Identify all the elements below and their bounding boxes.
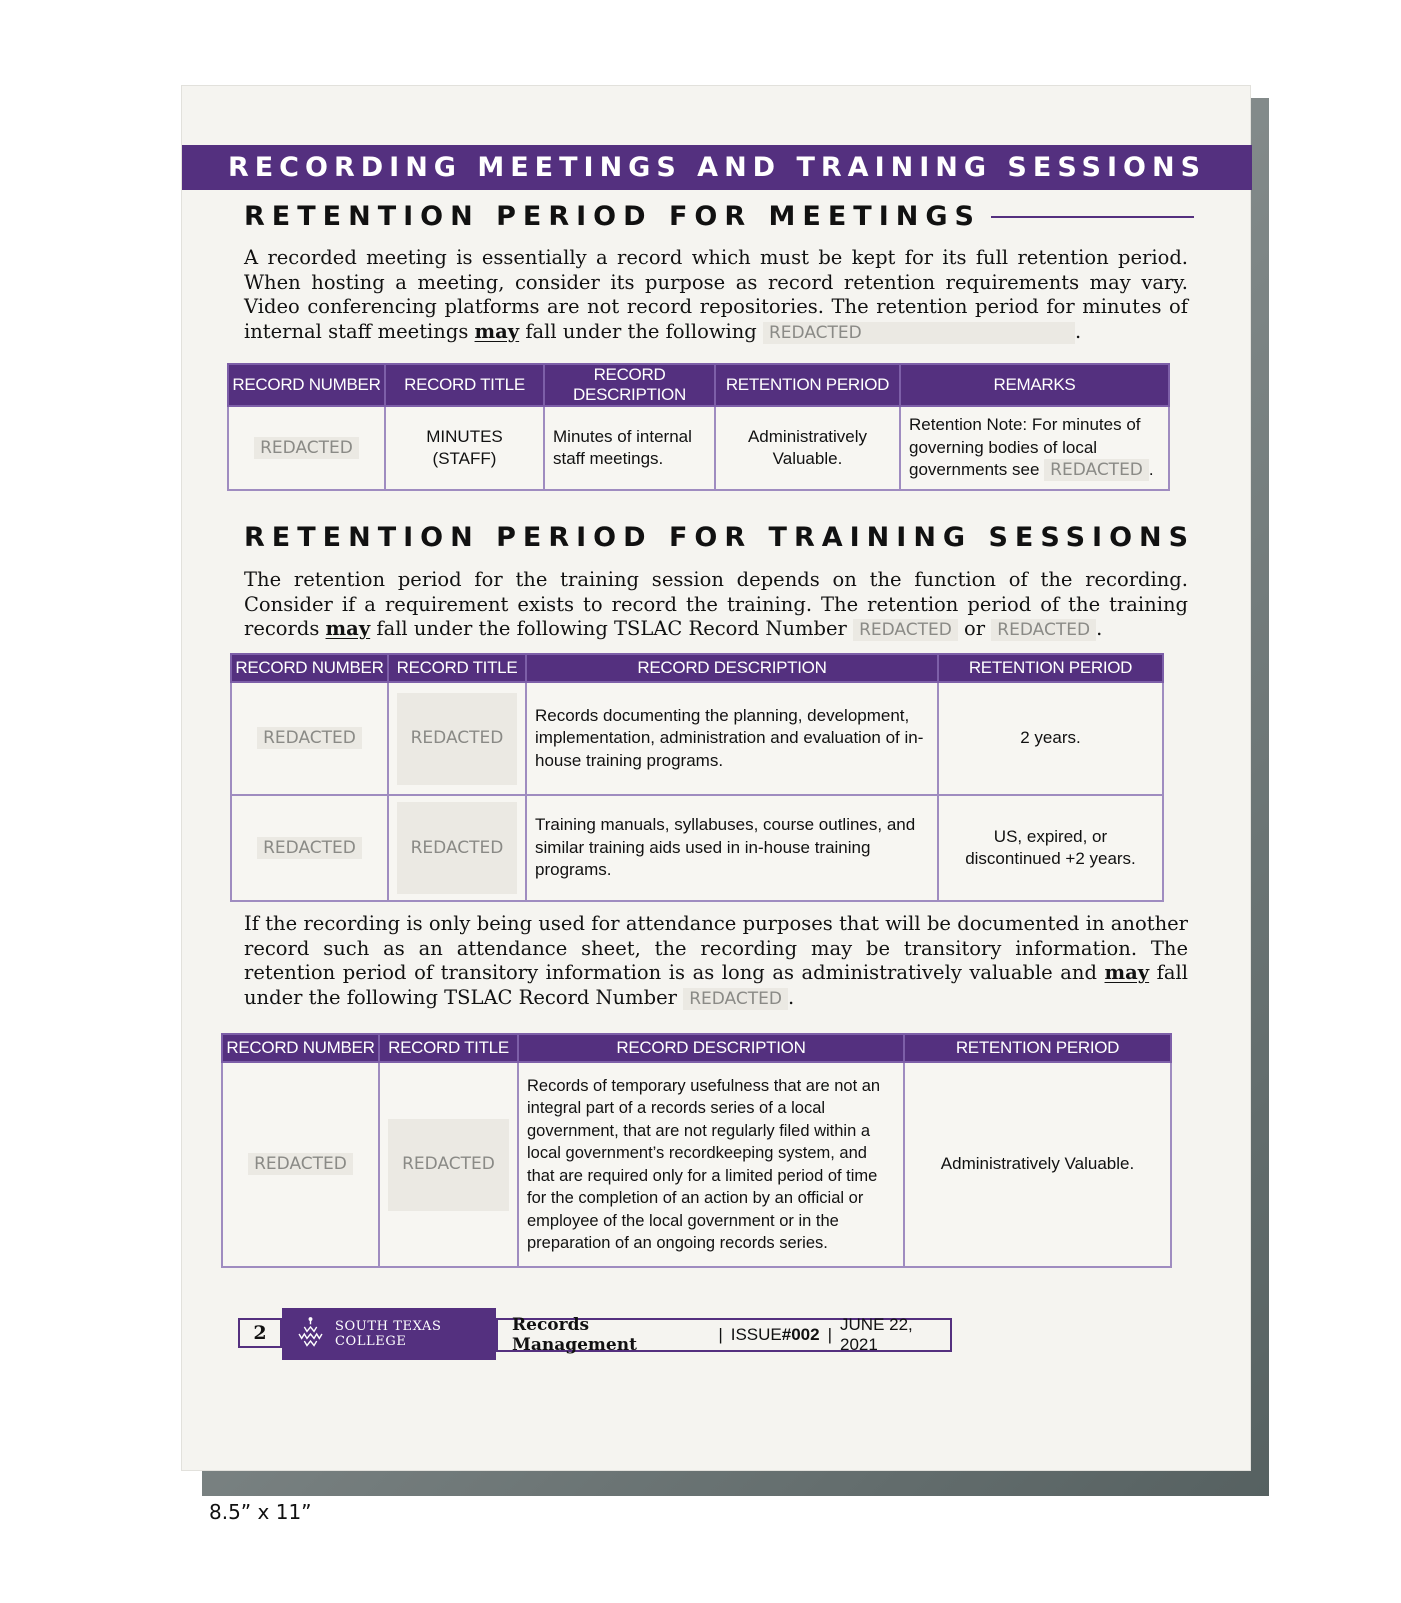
page-footer [238, 1308, 958, 1360]
cell-record-number [231, 795, 388, 901]
redacted-block: REDACTED [257, 727, 362, 749]
emphasis-may: may [474, 319, 520, 343]
period-mark: . [787, 985, 795, 1009]
training-table [230, 653, 1164, 902]
header-retention-period: RETENTION PERIOD [904, 1034, 1171, 1062]
period-mark: . [1075, 319, 1082, 343]
page-number: 2 [238, 1318, 282, 1348]
header-record-number: RECORD NUMBER [228, 364, 385, 406]
table-row [231, 682, 1163, 795]
transitory-para-text: If the recording is only being used for attendance purposes that will be documented in another record such as an attendance sheet, the recording may be transitory information. The retention period of transitory information is as long as administratively valuable and [244, 912, 1188, 984]
cell-record-number [222, 1062, 379, 1267]
meetings-para-text: A recorded meeting is essentially a record which must be kept for its full retention period. When hosting a meeting, consider its purpose as record retention requirements may vary. Video conferencing platforms are not record repositories. The retention period for minutes of internal staff meetings [244, 246, 1188, 343]
issue-label: ISSUE [730, 1325, 782, 1344]
header-remarks: REMARKS [900, 364, 1169, 406]
training-paragraph [244, 568, 1188, 642]
page-banner: RECORDING MEETINGS AND TRAINING SESSIONS [182, 145, 1252, 190]
cell-record-description: Records of temporary usefulness that are not an integral part of a records series of a local government, that are not regularly filed within a local government’s recordkeeping system, and that are required only for a limited period of time for the completion of an action by an official or employee of the local government or in the preparation of an ongoing records series. [518, 1062, 904, 1267]
meetings-heading-text: RETENTION PERIOD FOR MEETINGS [244, 201, 981, 232]
meetings-para-text-2: fall under the following [519, 319, 763, 343]
cell-record-title: MINUTES (STAFF) [385, 406, 544, 490]
header-record-description: RECORD DESCRIPTION [544, 364, 715, 406]
or-text: or [957, 617, 992, 640]
redacted-block: REDACTED [248, 1153, 353, 1175]
meetings-paragraph [244, 246, 1188, 344]
emphasis-may: may [325, 617, 371, 640]
training-para-text: The retention period for the training session depends on the function of the recording. Consider if a requirement exists to record the training. The retention period of the training records [244, 568, 1188, 640]
cell-record-description: Records documenting the planning, development, implementation, administration and evaluation of in-house training programs. [526, 682, 938, 795]
header-record-number: RECORD NUMBER [231, 654, 388, 682]
remarks-text: Retention Note: For minutes of governing bodies of local governments see [909, 415, 1141, 480]
meetings-table [227, 363, 1170, 491]
training-heading-text: RETENTION PERIOD FOR TRAINING SESSIONS [244, 522, 1196, 553]
cell-record-title [388, 795, 526, 901]
header-retention-period: RETENTION PERIOD [938, 654, 1163, 682]
redacted-block: REDACTED [397, 693, 517, 785]
issue-number: #002 [781, 1325, 820, 1344]
meetings-heading [244, 201, 1194, 232]
issue-date: JUNE 22, 2021 [840, 1315, 913, 1354]
cell-record-number [231, 682, 388, 795]
table-row [228, 406, 1169, 490]
publication-bar [496, 1315, 952, 1355]
separator: | [827, 1325, 833, 1344]
table-header-row [222, 1034, 1171, 1062]
transitory-paragraph [244, 912, 1188, 1010]
redacted-block: REDACTED [683, 988, 788, 1010]
emphasis-may: may [1104, 961, 1150, 984]
redacted-block: REDACTED [1044, 459, 1149, 481]
publication-title: Records Management [512, 1315, 637, 1355]
header-record-title: RECORD TITLE [379, 1034, 518, 1062]
header-record-number: RECORD NUMBER [222, 1034, 379, 1062]
header-retention-period: RETENTION PERIOD [715, 364, 900, 406]
redacted-block: REDACTED [763, 322, 1075, 344]
cell-retention-period: 2 years. [938, 682, 1163, 795]
table-header-row [231, 654, 1163, 682]
cell-record-number [228, 406, 385, 490]
college-logo [282, 1308, 496, 1360]
cell-record-description: Training manuals, syllabuses, course outlines, and similar training aids used in in-house training programs. [526, 795, 938, 901]
heading-rule [991, 216, 1194, 218]
document-page [181, 85, 1251, 1471]
redacted-block: REDACTED [397, 802, 517, 894]
cell-record-title [379, 1062, 518, 1267]
cell-retention-period: Administratively Valuable. [904, 1062, 1171, 1267]
cell-record-title [388, 682, 526, 795]
page-size-label: 8.5” x 11” [209, 1500, 312, 1524]
transitory-table [221, 1033, 1172, 1268]
cell-retention-period: Administratively Valuable. [715, 406, 900, 490]
period-mark: . [1148, 460, 1154, 480]
table-row [222, 1062, 1171, 1267]
cell-retention-period: US, expired, or discontinued +2 years. [938, 795, 1163, 901]
cell-remarks [900, 406, 1169, 490]
header-record-description: RECORD DESCRIPTION [518, 1034, 904, 1062]
cell-record-description: Minutes of internal staff meetings. [544, 406, 715, 490]
college-emblem-icon [292, 1314, 329, 1354]
period-mark: . [1096, 617, 1103, 640]
training-para-text-2: fall under the following TSLAC Record Number [370, 617, 854, 640]
header-record-title: RECORD TITLE [388, 654, 526, 682]
redacted-block: REDACTED [853, 619, 958, 641]
table-header-row [228, 364, 1169, 406]
training-heading [244, 522, 1194, 553]
separator: | [718, 1325, 723, 1344]
table-row [231, 795, 1163, 901]
redacted-block: REDACTED [257, 837, 362, 859]
logo-text: SOUTH TEXAS COLLEGE [335, 1319, 442, 1349]
redacted-block: REDACTED [991, 619, 1096, 641]
transitory-para-text-2: fall under the following TSLAC Record Number [244, 961, 1188, 1009]
header-record-description: RECORD DESCRIPTION [526, 654, 938, 682]
header-record-title: RECORD TITLE [385, 364, 544, 406]
redacted-block: REDACTED [388, 1119, 509, 1211]
redacted-block: REDACTED [254, 437, 359, 459]
